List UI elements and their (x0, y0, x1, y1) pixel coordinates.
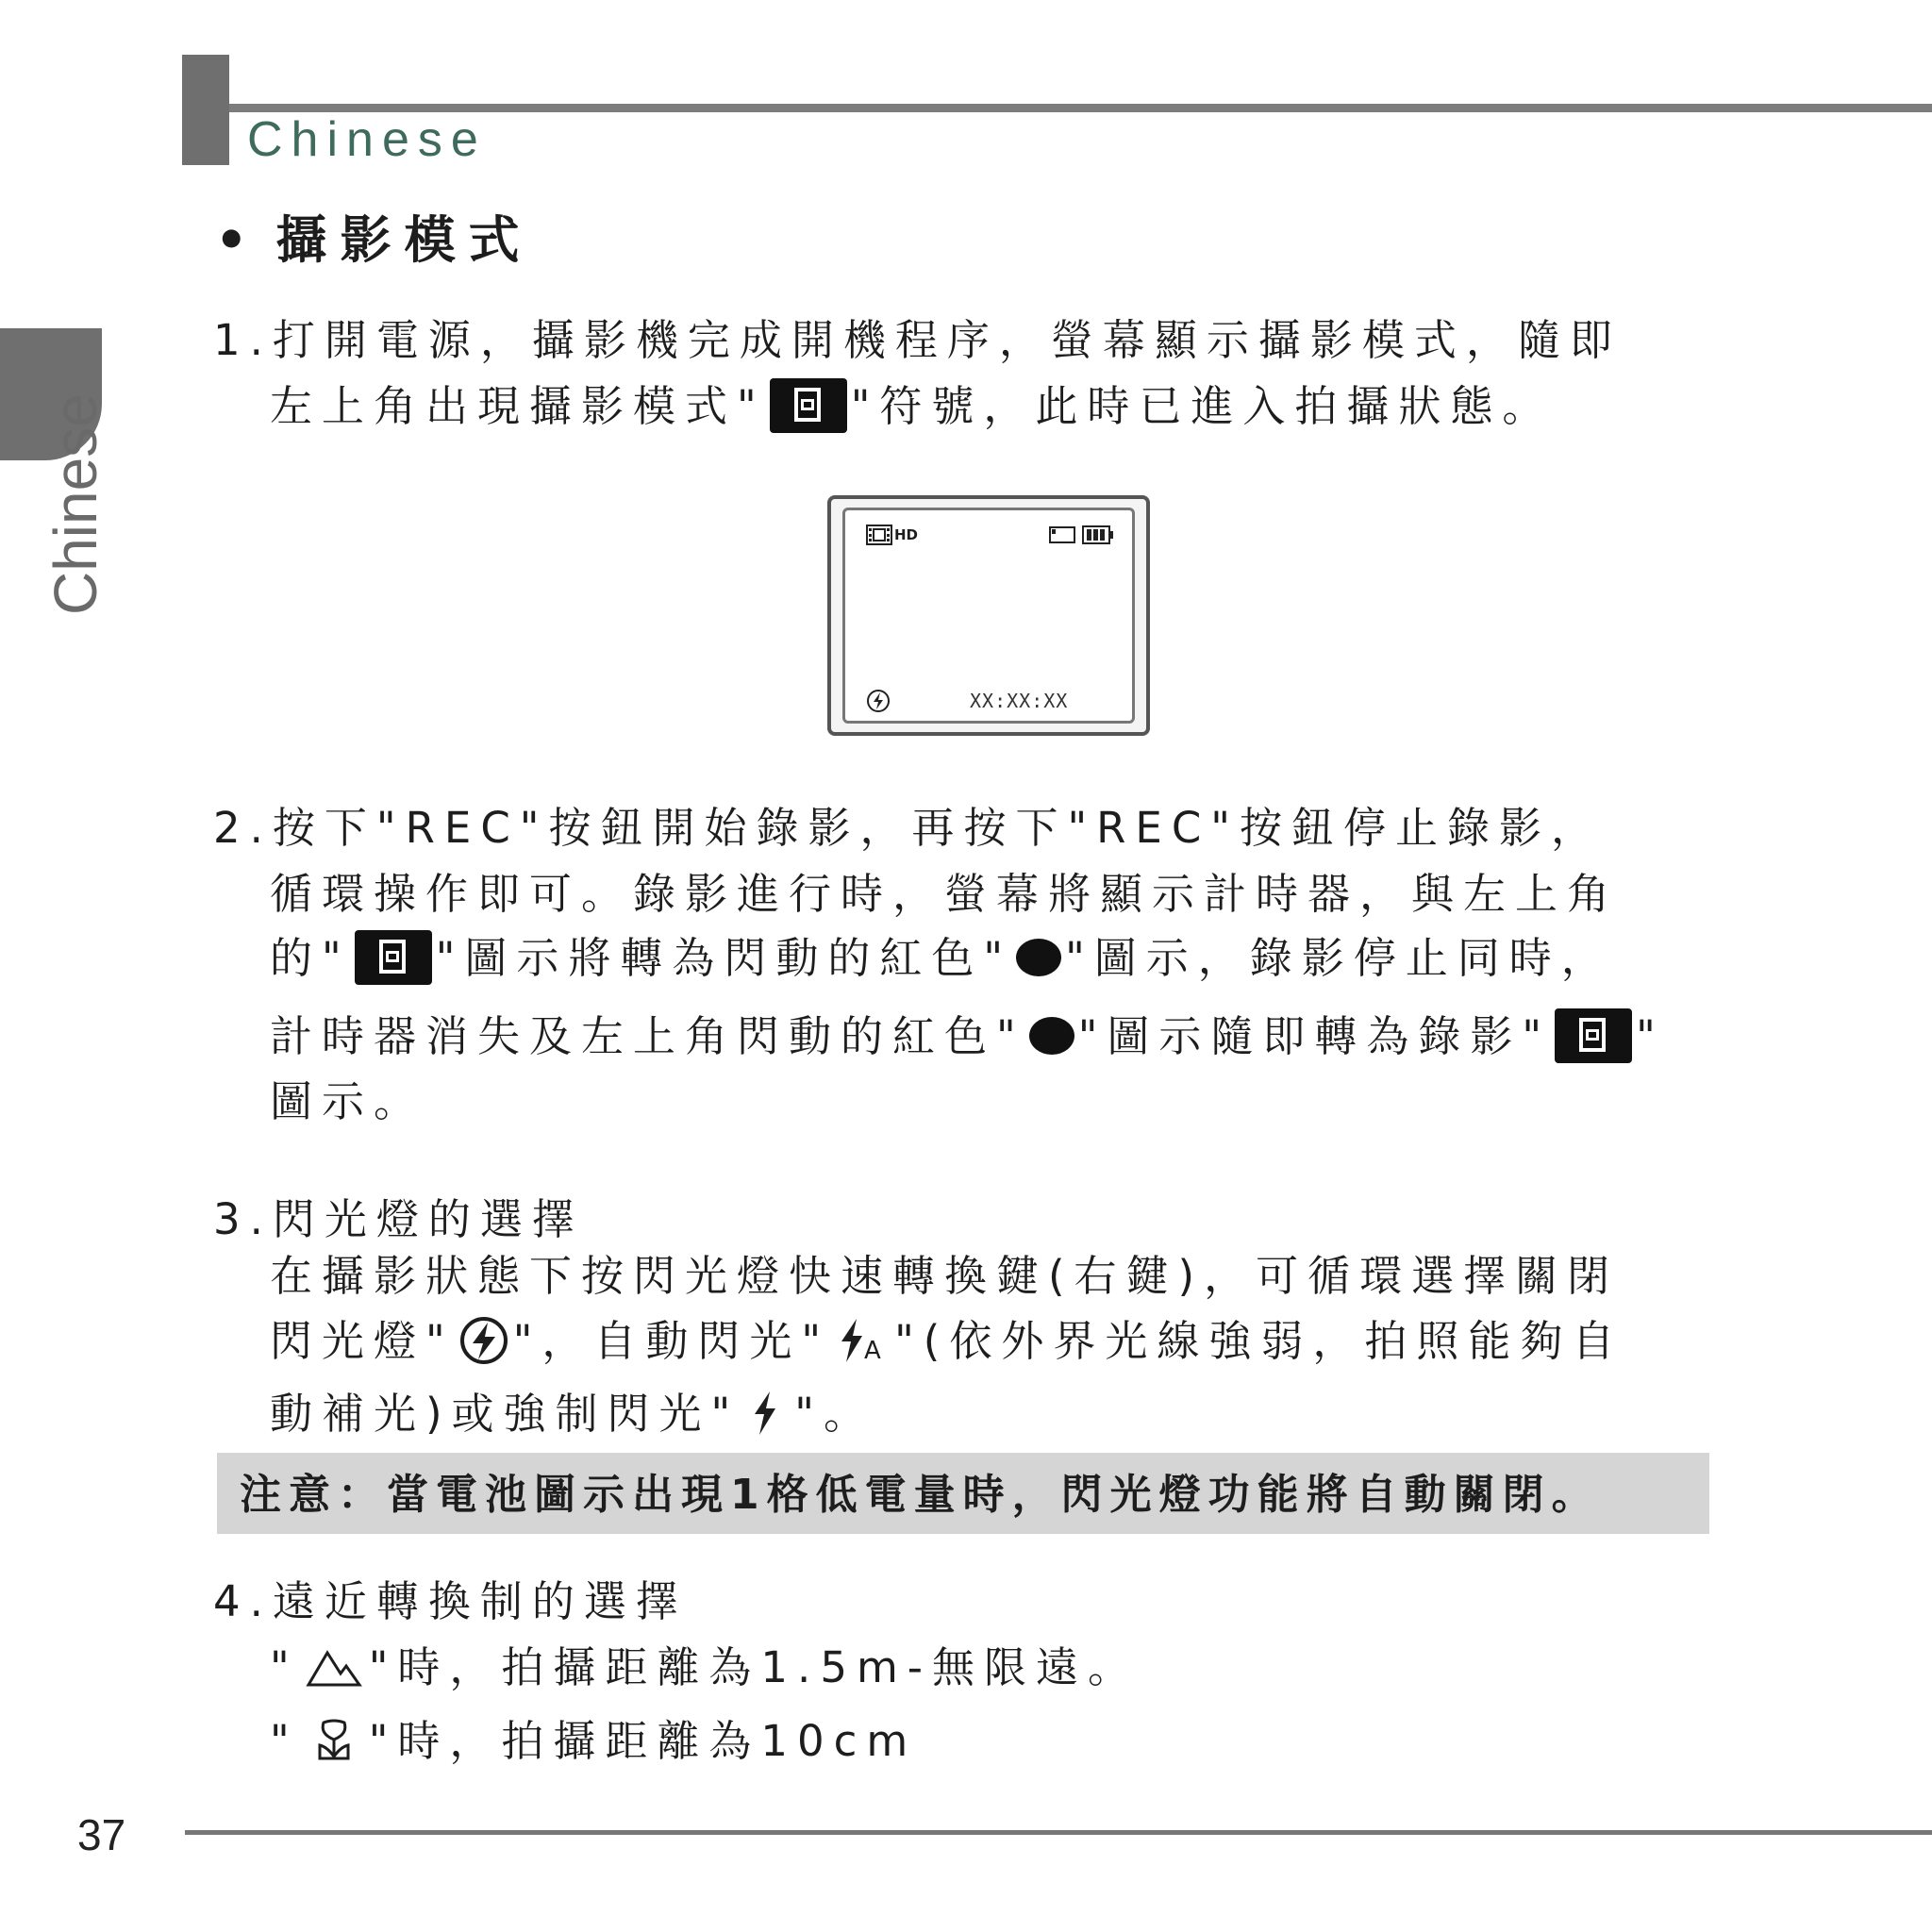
hd-badge: HD (894, 526, 919, 543)
record-timer: XX:XX:XX (970, 690, 1069, 712)
battery-icon (1082, 525, 1114, 544)
item2-line3-text-a: 的" (270, 933, 351, 983)
bullet: • (215, 210, 261, 270)
item2-line3-text-c: "圖示，錄影停止同時， (1065, 933, 1613, 983)
item2-line3 (270, 934, 1613, 989)
item4-line3-text-b: "時，拍攝距離為10cm (368, 1716, 918, 1766)
item3-line4 (270, 1391, 875, 1442)
item3-line3-text-c: "(依外界光線強弱，拍照能夠自 (894, 1316, 1624, 1366)
section-title (215, 210, 533, 270)
item2-line2: 循環操作即可。錄影進行時，螢幕將顯示計時器，與左上角 (270, 869, 1620, 919)
movie-mode-icon (355, 930, 432, 985)
movie-mode-icon (1555, 1008, 1632, 1063)
item3-line3 (270, 1316, 1624, 1370)
header-language-label: Chinese (247, 112, 487, 167)
item3-line4-text-b: "。 (794, 1389, 875, 1439)
record-dot-icon (1016, 939, 1061, 976)
item4-line3 (270, 1716, 918, 1768)
item2-line1: 2.按下"REC"按鈕開始錄影，再按下"REC"按鈕停止錄影， (213, 803, 1603, 853)
side-language-label: Chinese (42, 393, 109, 615)
item1-line2-text-b: "符號，此時已進入拍攝狀態。 (850, 381, 1555, 431)
svg-text:A: A (864, 1337, 891, 1365)
header-rule (229, 104, 1932, 112)
item3-line3-text-b: "，自動閃光" (512, 1316, 831, 1366)
note-text: 注意：當電池圖示出現1格低電量時，閃光燈功能將自動關閉。 (240, 1471, 1601, 1519)
page-number: 37 (77, 1810, 126, 1859)
item3-line2: 在攝影狀態下按閃光燈快速轉換鍵(右鍵)，可循環選擇關閉 (270, 1251, 1620, 1301)
item2-line4-text-c: " (1636, 1011, 1665, 1061)
item2-line4-text-b: "圖示隨即轉為錄影" (1077, 1011, 1552, 1061)
macro-mode-icon (303, 1717, 365, 1764)
item3-line4-text-a: 動補光)或強制閃光" (270, 1389, 741, 1439)
item2-line4 (270, 1012, 1665, 1067)
footer-rule (185, 1830, 1932, 1835)
landscape-mode-icon (303, 1643, 365, 1690)
item3-line1: 3.閃光燈的選擇 (213, 1194, 584, 1244)
item4-line3-text-a: " (270, 1716, 299, 1766)
item3-line3-text-a: 閃光燈" (270, 1316, 455, 1366)
item4-line2-text-b: "時，拍攝距離為1.5m-無限遠。 (368, 1642, 1141, 1692)
header-block (182, 55, 229, 165)
item2-line5: 圖示。 (270, 1076, 426, 1126)
memory-card-icon (1049, 526, 1075, 543)
item2-line3-text-b: "圖示將轉為閃動的紅色" (435, 933, 1013, 983)
film-mode-icon (866, 525, 892, 545)
flash-off-icon (458, 1315, 509, 1366)
section-title-text: 攝影模式 (275, 210, 533, 270)
item2-line4-text-a: 計時器消失及左上角閃動的紅色" (270, 1011, 1025, 1061)
item4-line2-text-a: " (270, 1642, 299, 1692)
item1-line2-text-a: 左上角出現攝影模式" (270, 381, 766, 431)
item4-line2 (270, 1642, 1141, 1694)
flash-on-icon (743, 1388, 791, 1439)
flash-off-icon (866, 689, 891, 713)
flash-auto-icon (834, 1315, 891, 1366)
movie-mode-icon (770, 378, 847, 433)
item4-line1: 4.遠近轉換制的選擇 (213, 1576, 688, 1626)
item1-line1: 1.打開電源，攝影機完成開機程序，螢幕顯示攝影模式，隨即 (213, 315, 1622, 365)
record-dot-icon (1029, 1017, 1074, 1055)
item1-line2 (270, 382, 1554, 437)
